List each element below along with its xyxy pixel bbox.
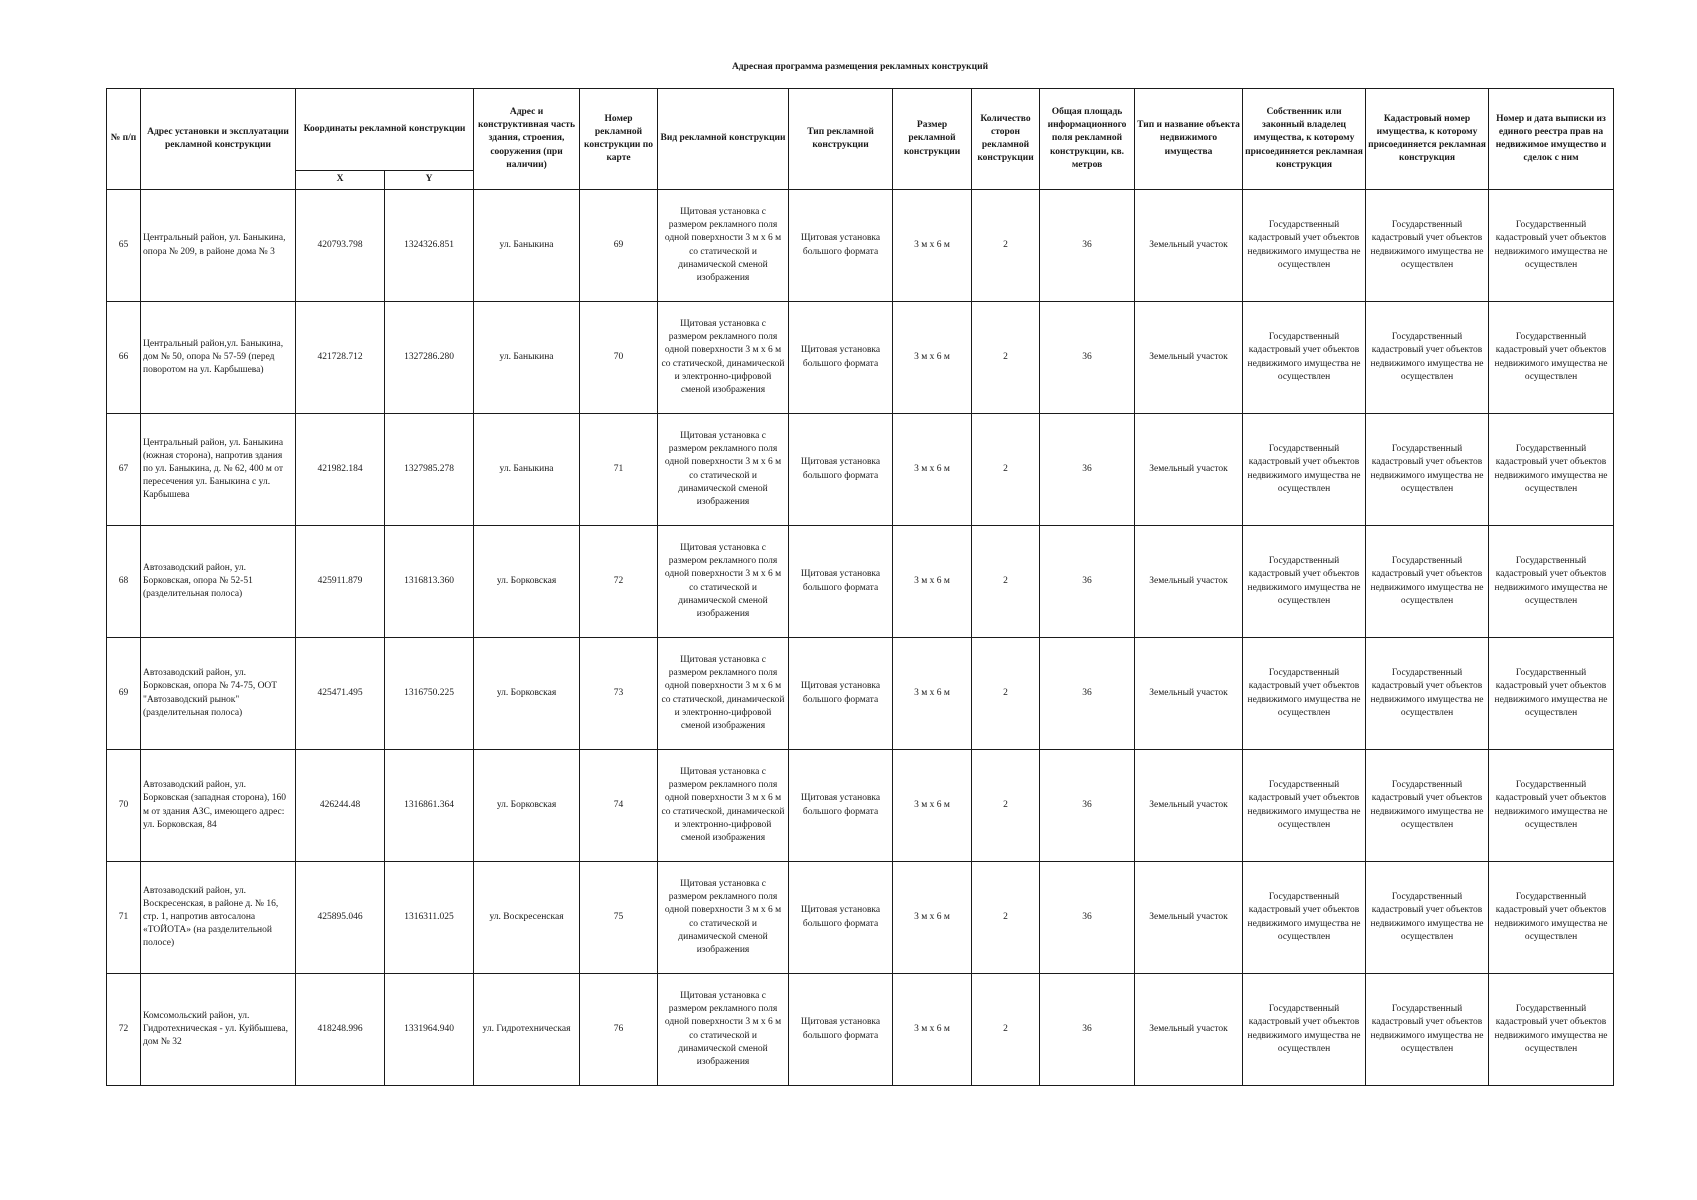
cell-address: Центральный район,ул. Баныкина, дом № 50, опора № 57-59 (перед поворотом на ул. Карбышева): [141, 302, 296, 414]
cell-coord-x: 426244.48: [296, 750, 385, 862]
cell-kind: Щитовая установка с размером рекламного поля одной поверхности 3 м х 6 м со статической и динамической сменой изображения: [658, 526, 789, 638]
cell-coord-x: 421982.184: [296, 414, 385, 526]
cell-object: Земельный участок: [1135, 638, 1243, 750]
cell-address: Автозаводский район, ул. Борковская, опора № 74-75, ООТ "Автозаводский рынок" (разделительная полоса): [141, 638, 296, 750]
cell-sides: 2: [972, 302, 1040, 414]
cell-sides: 2: [972, 974, 1040, 1086]
cell-sides: 2: [972, 190, 1040, 302]
cell-object: Земельный участок: [1135, 750, 1243, 862]
cell-owner: Государственный кадастровый учет объектов недвижимого имущества не осуществлен: [1243, 750, 1366, 862]
cell-kind: Щитовая установка с размером рекламного поля одной поверхности 3 м х 6 м со статической и динамической сменой изображения: [658, 190, 789, 302]
cell-cadastral: Государственный кадастровый учет объектов недвижимого имущества не осуществлен: [1366, 750, 1489, 862]
cell-map-number: 71: [580, 414, 658, 526]
header-map-number: Номер рекламной конструкции по карте: [580, 89, 658, 190]
header-object: Тип и название объекта недвижимого имущества: [1135, 89, 1243, 190]
cell-size: 3 м х 6 м: [893, 526, 972, 638]
cell-coord-y: 1327286.280: [385, 302, 474, 414]
cell-size: 3 м х 6 м: [893, 638, 972, 750]
header-area: Общая площадь информационного поля рекламной конструкции, кв. метров: [1040, 89, 1135, 190]
cell-kind: Щитовая установка с размером рекламного поля одной поверхности 3 м х 6 м со статической и динамической сменой изображения: [658, 414, 789, 526]
table-row: [107, 862, 1614, 974]
cell-kind: Щитовая установка с размером рекламного поля одной поверхности 3 м х 6 м со статической и динамической сменой изображения: [658, 974, 789, 1086]
cell-building: ул. Борковская: [474, 526, 580, 638]
cell-address: Автозаводский район, ул. Воскресенская, в районе д. № 16, стр. 1, напротив автосалона «ТОЙОТА» (на разделительной полосе): [141, 862, 296, 974]
cell-object: Земельный участок: [1135, 302, 1243, 414]
cell-owner: Государственный кадастровый учет объектов недвижимого имущества не осуществлен: [1243, 526, 1366, 638]
cell-registry: Государственный кадастровый учет объектов недвижимого имущества не осуществлен: [1489, 974, 1614, 1086]
cell-coord-y: 1316750.225: [385, 638, 474, 750]
cell-owner: Государственный кадастровый учет объектов недвижимого имущества не осуществлен: [1243, 638, 1366, 750]
cell-cadastral: Государственный кадастровый учет объектов недвижимого имущества не осуществлен: [1366, 974, 1489, 1086]
cell-registry: Государственный кадастровый учет объектов недвижимого имущества не осуществлен: [1489, 190, 1614, 302]
cell-coord-x: 421728.712: [296, 302, 385, 414]
header-sides: Количество сторон рекламной конструкции: [972, 89, 1040, 190]
cell-size: 3 м х 6 м: [893, 190, 972, 302]
cell-cadastral: Государственный кадастровый учет объектов недвижимого имущества не осуществлен: [1366, 190, 1489, 302]
cell-coord-y: 1316311.025: [385, 862, 474, 974]
header-coord-y: Y: [385, 171, 474, 190]
cell-map-number: 69: [580, 190, 658, 302]
table-row: [107, 190, 1614, 302]
cell-object: Земельный участок: [1135, 974, 1243, 1086]
cell-num: 70: [107, 750, 141, 862]
cell-area: 36: [1040, 862, 1135, 974]
header-building: Адрес и конструктивная часть здания, строения, сооружения (при наличии): [474, 89, 580, 190]
cell-map-number: 74: [580, 750, 658, 862]
cell-registry: Государственный кадастровый учет объектов недвижимого имущества не осуществлен: [1489, 414, 1614, 526]
cell-owner: Государственный кадастровый учет объектов недвижимого имущества не осуществлен: [1243, 414, 1366, 526]
cell-area: 36: [1040, 974, 1135, 1086]
header-size: Размер рекламной конструкции: [893, 89, 972, 190]
cell-owner: Государственный кадастровый учет объектов недвижимого имущества не осуществлен: [1243, 302, 1366, 414]
cell-size: 3 м х 6 м: [893, 974, 972, 1086]
header-owner: Собственник или законный владелец имущества, к которому присоединяется рекламная конструкция: [1243, 89, 1366, 190]
header-type: Тип рекламной конструкции: [789, 89, 893, 190]
cell-cadastral: Государственный кадастровый учет объектов недвижимого имущества не осуществлен: [1366, 302, 1489, 414]
cell-coord-x: 420793.798: [296, 190, 385, 302]
header-address: Адрес установки и эксплуатации рекламной конструкции: [141, 89, 296, 190]
cell-object: Земельный участок: [1135, 862, 1243, 974]
table-body: [107, 190, 1614, 1086]
cell-area: 36: [1040, 414, 1135, 526]
cell-area: 36: [1040, 526, 1135, 638]
cell-sides: 2: [972, 526, 1040, 638]
cell-map-number: 76: [580, 974, 658, 1086]
cell-map-number: 75: [580, 862, 658, 974]
cell-building: ул. Борковская: [474, 638, 580, 750]
cell-address: Комсомольский район, ул. Гидротехническая - ул. Куйбышева, дом № 32: [141, 974, 296, 1086]
table-row: [107, 750, 1614, 862]
header-coords: Координаты рекламной конструкции: [296, 89, 474, 171]
cell-num: 65: [107, 190, 141, 302]
cell-num: 66: [107, 302, 141, 414]
header-kind: Вид рекламной конструкции: [658, 89, 789, 190]
cell-building: ул. Баныкина: [474, 414, 580, 526]
cell-address: Центральный район, ул. Баныкина (южная сторона), напротив здания по ул. Баныкина, д. № 62, 400 м от пересечения ул. Баныкина с ул. Карбышева: [141, 414, 296, 526]
table-row: [107, 414, 1614, 526]
cell-area: 36: [1040, 302, 1135, 414]
cell-size: 3 м х 6 м: [893, 862, 972, 974]
table-row: [107, 974, 1614, 1086]
header-num: № п/п: [107, 89, 141, 190]
cell-registry: Государственный кадастровый учет объектов недвижимого имущества не осуществлен: [1489, 302, 1614, 414]
cell-size: 3 м х 6 м: [893, 414, 972, 526]
table-row: [107, 638, 1614, 750]
cell-coord-y: 1327985.278: [385, 414, 474, 526]
header-registry: Номер и дата выписки из единого реестра прав на недвижимое имущество и сделок с ним: [1489, 89, 1614, 190]
cell-area: 36: [1040, 638, 1135, 750]
cell-coord-x: 425911.879: [296, 526, 385, 638]
cell-building: ул. Борковская: [474, 750, 580, 862]
cell-building: ул. Баныкина: [474, 190, 580, 302]
cell-cadastral: Государственный кадастровый учет объектов недвижимого имущества не осуществлен: [1366, 638, 1489, 750]
cell-cadastral: Государственный кадастровый учет объектов недвижимого имущества не осуществлен: [1366, 414, 1489, 526]
cell-num: 67: [107, 414, 141, 526]
cell-kind: Щитовая установка с размером рекламного поля одной поверхности 3 м х 6 м со статической, динамической и электронно-цифровой сменой изображения: [658, 302, 789, 414]
advertising-program-table: [106, 88, 1614, 1086]
table-header: [107, 89, 1614, 190]
cell-coord-y: 1331964.940: [385, 974, 474, 1086]
cell-type: Щитовая установка большого формата: [789, 862, 893, 974]
cell-sides: 2: [972, 862, 1040, 974]
cell-kind: Щитовая установка с размером рекламного поля одной поверхности 3 м х 6 м со статической и динамической сменой изображения: [658, 862, 789, 974]
cell-size: 3 м х 6 м: [893, 302, 972, 414]
cell-sides: 2: [972, 638, 1040, 750]
cell-sides: 2: [972, 750, 1040, 862]
cell-type: Щитовая установка большого формата: [789, 750, 893, 862]
cell-num: 71: [107, 862, 141, 974]
cell-area: 36: [1040, 190, 1135, 302]
cell-area: 36: [1040, 750, 1135, 862]
cell-address: Автозаводский район, ул. Борковская (западная сторона), 160 м от здания АЗС, имеющего адрес: ул. Борковская, 84: [141, 750, 296, 862]
cell-map-number: 72: [580, 526, 658, 638]
cell-object: Земельный участок: [1135, 190, 1243, 302]
cell-owner: Государственный кадастровый учет объектов недвижимого имущества не осуществлен: [1243, 862, 1366, 974]
cell-map-number: 73: [580, 638, 658, 750]
header-coord-x: X: [296, 171, 385, 190]
cell-object: Земельный участок: [1135, 526, 1243, 638]
table-row: [107, 302, 1614, 414]
cell-coord-x: 425471.495: [296, 638, 385, 750]
cell-address: Автозаводский район, ул. Борковская, опора № 52-51 (разделительная полоса): [141, 526, 296, 638]
cell-type: Щитовая установка большого формата: [789, 526, 893, 638]
cell-kind: Щитовая установка с размером рекламного поля одной поверхности 3 м х 6 м со статической, динамической и электронно-цифровой сменой изображения: [658, 638, 789, 750]
cell-sides: 2: [972, 414, 1040, 526]
cell-kind: Щитовая установка с размером рекламного поля одной поверхности 3 м х 6 м со статической, динамической и электронно-цифровой сменой изображения: [658, 750, 789, 862]
cell-type: Щитовая установка большого формата: [789, 974, 893, 1086]
cell-coord-x: 425895.046: [296, 862, 385, 974]
cell-cadastral: Государственный кадастровый учет объектов недвижимого имущества не осуществлен: [1366, 862, 1489, 974]
cell-building: ул. Баныкина: [474, 302, 580, 414]
cell-map-number: 70: [580, 302, 658, 414]
cell-registry: Государственный кадастровый учет объектов недвижимого имущества не осуществлен: [1489, 638, 1614, 750]
cell-num: 69: [107, 638, 141, 750]
cell-building: ул. Гидротехническая: [474, 974, 580, 1086]
cell-size: 3 м х 6 м: [893, 750, 972, 862]
cell-type: Щитовая установка большого формата: [789, 414, 893, 526]
cell-type: Щитовая установка большого формата: [789, 190, 893, 302]
cell-coord-y: 1324326.851: [385, 190, 474, 302]
cell-registry: Государственный кадастровый учет объектов недвижимого имущества не осуществлен: [1489, 750, 1614, 862]
cell-coord-y: 1316813.360: [385, 526, 474, 638]
cell-registry: Государственный кадастровый учет объектов недвижимого имущества не осуществлен: [1489, 526, 1614, 638]
page-title: Адресная программа размещения рекламных конструкций: [731, 62, 989, 72]
cell-num: 68: [107, 526, 141, 638]
cell-cadastral: Государственный кадастровый учет объектов недвижимого имущества не осуществлен: [1366, 526, 1489, 638]
cell-num: 72: [107, 974, 141, 1086]
cell-type: Щитовая установка большого формата: [789, 638, 893, 750]
header-cadastral: Кадастровый номер имущества, к которому присоединяется рекламная конструкция: [1366, 89, 1489, 190]
cell-type: Щитовая установка большого формата: [789, 302, 893, 414]
cell-owner: Государственный кадастровый учет объектов недвижимого имущества не осуществлен: [1243, 190, 1366, 302]
cell-building: ул. Воскресенская: [474, 862, 580, 974]
table-row: [107, 526, 1614, 638]
cell-object: Земельный участок: [1135, 414, 1243, 526]
cell-owner: Государственный кадастровый учет объектов недвижимого имущества не осуществлен: [1243, 974, 1366, 1086]
cell-address: Центральный район, ул. Баныкина, опора № 209, в районе дома № 3: [141, 190, 296, 302]
cell-coord-x: 418248.996: [296, 974, 385, 1086]
cell-coord-y: 1316861.364: [385, 750, 474, 862]
cell-registry: Государственный кадастровый учет объектов недвижимого имущества не осуществлен: [1489, 862, 1614, 974]
